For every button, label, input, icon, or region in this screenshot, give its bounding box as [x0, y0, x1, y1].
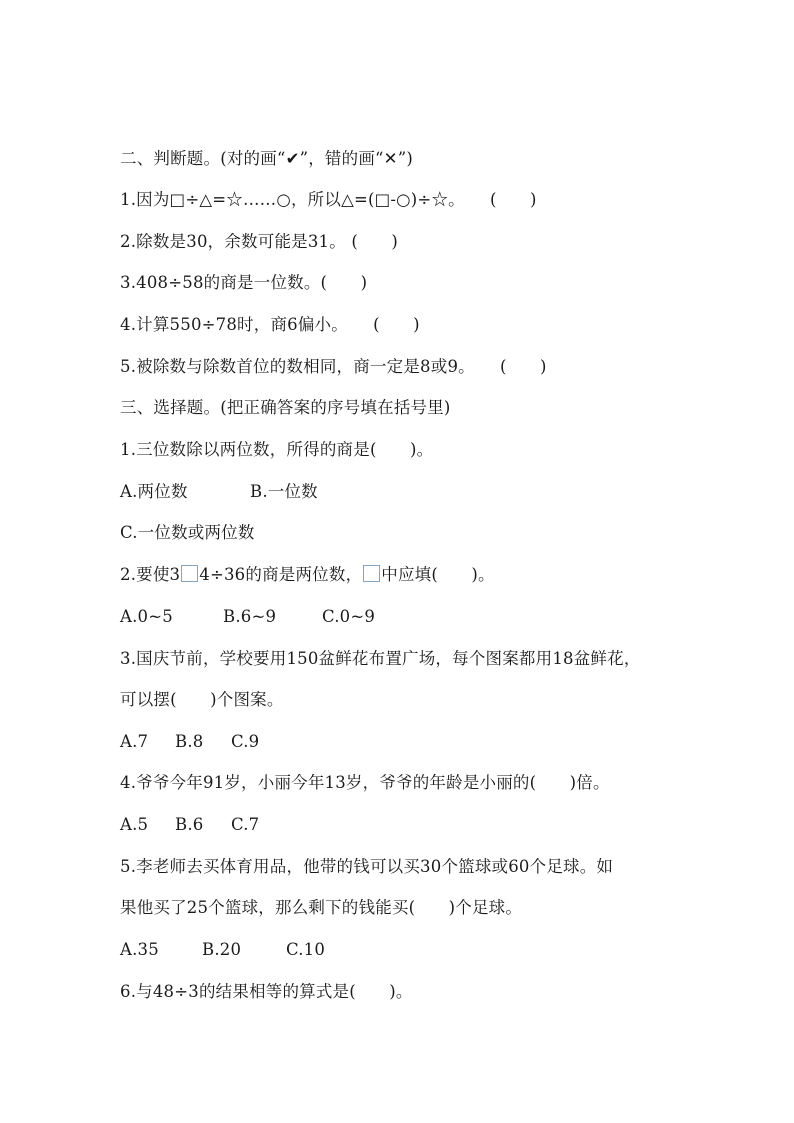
blank-box — [181, 565, 198, 582]
option-a: A.7 — [120, 732, 149, 751]
choice-q5-options — [120, 938, 325, 962]
choice-q3-stem-line2: 可以摆( )个图案。 — [120, 690, 284, 709]
choice-q6-stem: 6.与48÷3的结果相等的算式是( )。 — [120, 982, 413, 1001]
option-b: B.6 — [175, 815, 204, 834]
choice-q3-options — [120, 730, 259, 754]
choice-q4-options — [120, 813, 259, 837]
judge-item-4: 4.计算550÷78时，商6偏小。 ( ) — [120, 315, 420, 334]
judge-item-5: 5.被除数与除数首位的数相同，商一定是8或9。 ( ) — [120, 357, 547, 376]
section3-title: 三、选择题。(把正确答案的序号填在括号里) — [120, 398, 451, 417]
option-b: B.8 — [175, 732, 204, 751]
option-c: C.0~9 — [322, 607, 376, 626]
choice-q1-stem: 1.三位数除以两位数，所得的商是( )。 — [120, 440, 434, 459]
option-a: A.5 — [120, 815, 149, 834]
option-c: C.9 — [231, 732, 260, 751]
choice-q2-options — [120, 605, 375, 629]
choice-q2-stem — [120, 563, 495, 587]
judge-item-1: 1.因为□÷△=☆……○，所以△=(□-○)÷☆。 ( ) — [120, 190, 537, 209]
option-b: B.20 — [202, 940, 242, 959]
choice-q3-stem-line1: 3.国庆节前，学校要用150盆鲜花布置广场，每个图案都用18盆鲜花， — [120, 649, 641, 668]
option-b: B.一位数 — [250, 482, 318, 501]
q2-stem-part3: 中应填( )。 — [381, 565, 495, 584]
choice-q5-stem-line2: 果他买了25个篮球，那么剩下的钱能买( )个足球。 — [120, 898, 523, 917]
section2-title: 二、判断题。(对的画“✔”，错的画“✕”) — [120, 149, 413, 168]
option-a: A.0~5 — [120, 607, 173, 626]
option-c: C.一位数或两位数 — [120, 523, 255, 542]
judge-item-2: 2.除数是30，余数可能是31。 ( ) — [120, 232, 399, 251]
choice-q1-options — [120, 480, 318, 504]
option-a: A.35 — [120, 940, 159, 959]
option-a: A.两位数 — [120, 482, 188, 501]
option-b: B.6~9 — [223, 607, 277, 626]
judge-item-3: 3.408÷58的商是一位数。( ) — [120, 273, 368, 292]
blank-box — [363, 565, 380, 582]
q2-stem-part2: 4÷36的商是两位数， — [199, 565, 363, 584]
q2-stem-part1: 2.要使3 — [120, 565, 181, 584]
choice-q4-stem: 4.爷爷今年91岁，小丽今年13岁，爷爷的年龄是小丽的( )倍。 — [120, 773, 610, 792]
option-c: C.7 — [231, 815, 260, 834]
choice-q5-stem-line1: 5.李老师去买体育用品，他带的钱可以买30个篮球或60个足球。如 — [120, 857, 614, 876]
option-c: C.10 — [286, 940, 326, 959]
